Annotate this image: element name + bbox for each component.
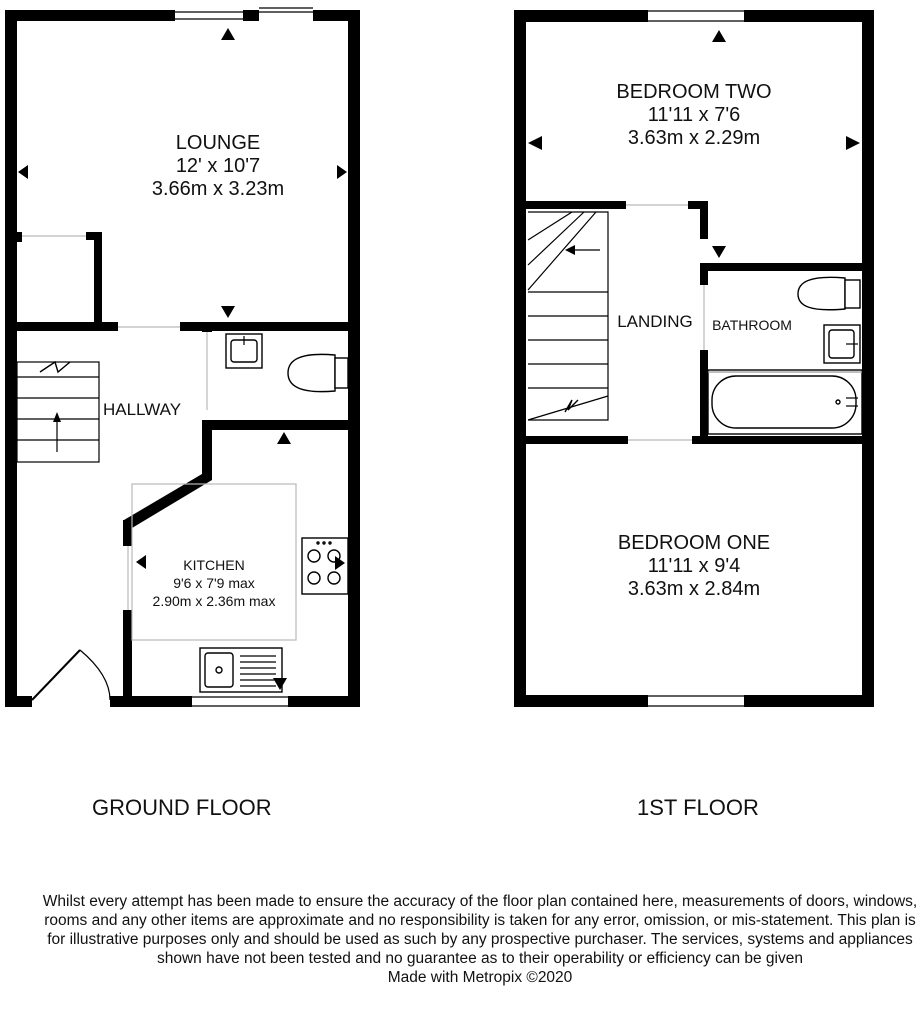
lounge-metric-dimensions: 3.66m x 3.23m	[151, 178, 285, 200]
metropix-credit: Made with Metropix ©2020	[387, 969, 573, 986]
lounge-name: LOUNGE	[175, 132, 261, 154]
kitchen-name: KITCHEN	[183, 557, 245, 573]
kitchen-metric-dimensions: 2.90m x 2.36m max	[152, 593, 276, 609]
landing-label	[608, 312, 702, 332]
bedroom-two-name: BEDROOM TWO	[616, 81, 772, 103]
first-floor-title: 1ST FLOOR	[637, 795, 759, 820]
hallway-label	[92, 400, 192, 420]
bedroom-one-name: BEDROOM ONE	[617, 532, 771, 554]
bedroom-two-imperial-dimensions: 11'11 x 7'6	[647, 104, 741, 126]
bathroom-label	[702, 317, 802, 333]
kitchen-imperial-dimensions: 9'6 x 7'9 max	[173, 575, 255, 591]
bathroom-name: BATHROOM	[712, 317, 792, 333]
landing-name: LANDING	[617, 312, 693, 331]
bedroom-one-metric-dimensions: 3.63m x 2.84m	[627, 578, 761, 600]
disclaimer-text: Whilst every attempt has been made to ensure the accuracy of the floor plan contained here, measurements of doors, windows, rooms and any other items are approximate and no responsibility is taken for any error, omission, or mis-statement. This plan is for illustrative purposes only and should be used as such by any prospective purchaser. The services, systems and appliances shown have not been tested and no guarantee as to their operability or efficiency can be given	[42, 893, 918, 967]
lounge-imperial-dimensions: 12' x 10'7	[175, 155, 261, 177]
ground-floor-stairs	[17, 362, 99, 462]
bathroom-fixtures	[708, 277, 862, 434]
bedroom-one-imperial-dimensions: 11'11 x 9'4	[647, 555, 741, 577]
bedroom-one-label	[574, 532, 814, 601]
bedroom-two-metric-dimensions: 3.63m x 2.29m	[627, 127, 761, 149]
wc-fixtures	[226, 334, 348, 392]
bedroom-two-label	[574, 81, 814, 150]
kitchen-label	[134, 556, 294, 610]
first-floor-stairs	[528, 212, 608, 420]
disclaimer	[40, 892, 920, 987]
lounge-label	[108, 132, 328, 201]
hallway-name: HALLWAY	[102, 400, 182, 419]
front-door	[32, 650, 110, 700]
ground-floor-title: GROUND FLOOR	[92, 795, 272, 820]
